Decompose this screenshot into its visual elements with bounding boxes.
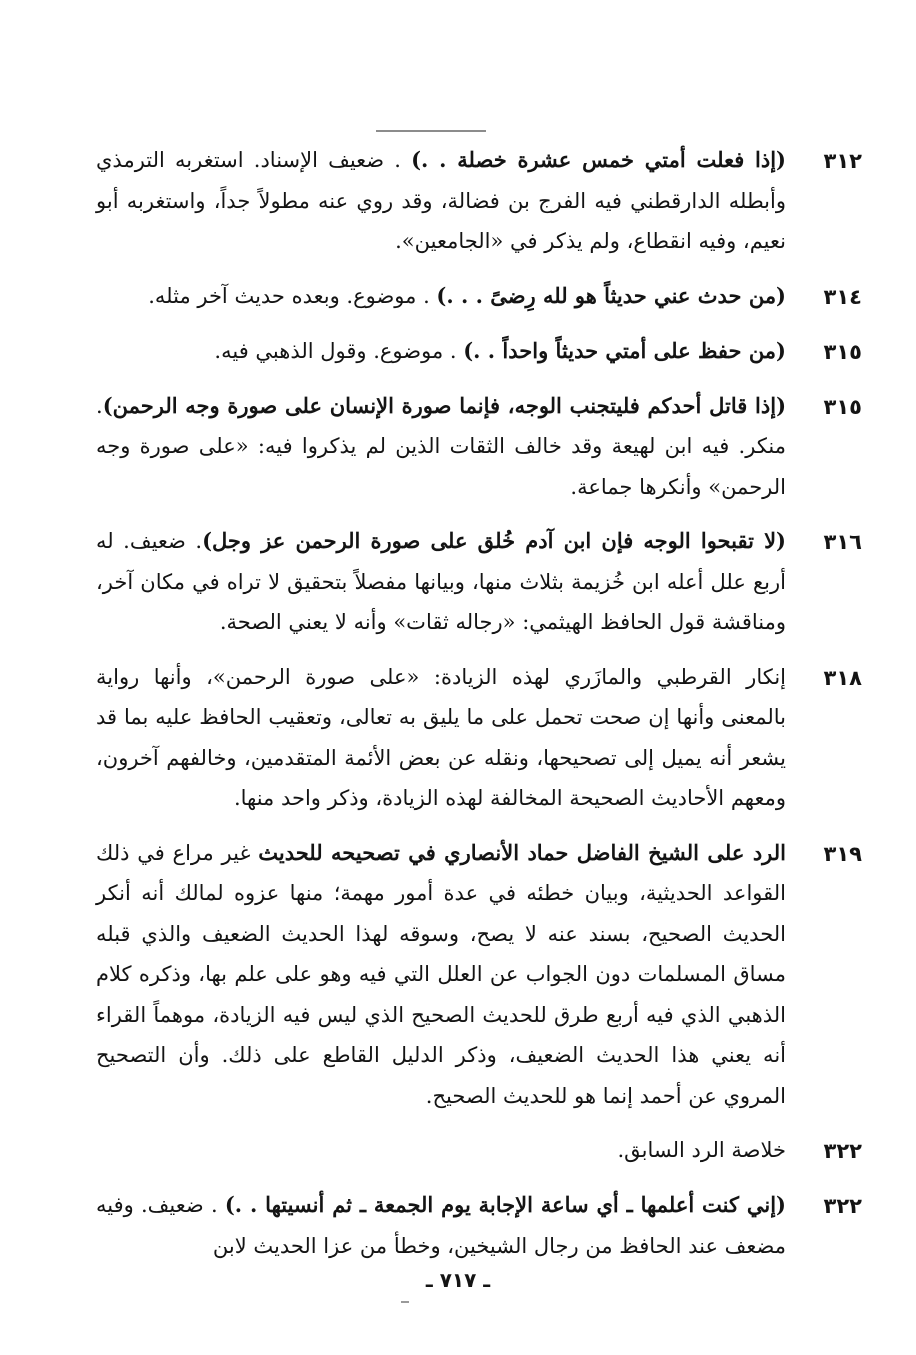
- entry-description: إنكار القرطبي والمازَري لهذه الزيادة: «على صورة الرحمن»، وأنها رواية بالمعنى وأنها إن صحت تحمل على ما يليق به تعالى، وتعقيب الحافظ عليه بما قد يشعر أنه يميل إلى تصحيحها، ونقله عن بعض الأئمة المتقدمين، وخالفهم آخرون، ومعهم الأحاديث الصحيحة المخالفة لهذه الزيادة، وذكر واحد منها.: [96, 664, 786, 810]
- entry-page-number: ٣٢٢: [823, 1194, 862, 1218]
- index-entry: [96, 276, 862, 317]
- entry-text: [96, 521, 786, 643]
- entry-text: [96, 1130, 786, 1171]
- hadith-title: (من حدث عني حديثاً هو لله رِضىً . . .): [436, 282, 786, 308]
- entry-text: [96, 1185, 786, 1266]
- index-entry: [96, 331, 862, 372]
- entry-text: [96, 276, 786, 317]
- entry-text: [96, 331, 786, 372]
- entry-description: . ضعيف. له أربع علل أعله ابن خُزيمة بثلاث منها، وبيانها مفصلاً بتحقيق لا تراه في مكان آخر، ومناقشة قول الحافظ الهيثمي: «رجاله ثقات» وأنه لا يعني الصحة.: [96, 529, 786, 634]
- entry-description: خلاصة الرد السابق.: [617, 1138, 786, 1162]
- hadith-title: (إذا قاتل أحدكم فليتجنب الوجه، فإنما صورة الإنسان على صورة وجه الرحمن): [102, 392, 787, 418]
- index-entry: [96, 386, 862, 508]
- entry-description: . منكر. فيه ابن لهيعة وقد خالف الثقات الذين لم يذكروا فيه: «على صورة وجه الرحمن» وأنكرها جماعة.: [96, 393, 786, 499]
- hadith-title: (لا تقبحوا الوجه فإن ابن آدم خُلق على صورة الرحمن عز وجل): [202, 528, 786, 553]
- entry-text: [96, 657, 786, 819]
- index-entries: [96, 140, 862, 1280]
- entry-page-number: ٣٢٢: [823, 1139, 862, 1163]
- entry-text: [96, 386, 786, 508]
- entry-description: . ضعيف الإسناد. استغربه الترمذي وأبطله الدارقطني فيه الفرج بن فضالة، وقد روي عنه مطولاً جداً، واستغربه أبو نعيم، وفيه انقطاع، ولم يذكر في «الجامعين».: [96, 148, 786, 253]
- entry-page-number: ٣١٨: [823, 665, 862, 690]
- index-entry: [96, 1185, 862, 1266]
- entry-page-number: ٣١٥: [823, 339, 862, 364]
- entry-text: [96, 833, 786, 1117]
- index-entry: [96, 833, 862, 1117]
- hadith-title: الرد على الشيخ الفاضل حماد الأنصاري في تصحيحه للحديث: [258, 839, 786, 865]
- bottom-tick: [401, 1301, 409, 1303]
- hadith-title: (إني كنت أعلمها ـ أي ساعة الإجابة يوم الجمعة ـ ثم أنسيتها . .): [224, 1192, 786, 1217]
- top-rule: [376, 130, 486, 132]
- entry-page-number: ٣١٢: [823, 149, 862, 173]
- entry-page-number: ٣١٩: [823, 841, 862, 866]
- index-entry: [96, 521, 862, 643]
- entry-text: [96, 140, 786, 262]
- entry-page-number: ٣١٥: [823, 394, 862, 419]
- entry-description: . موضوع. وبعده حديث آخر مثله.: [148, 283, 437, 308]
- hadith-title: (من حفظ على أمتي حديثاً واحداً . .): [463, 337, 786, 363]
- entry-description: غير مراع في ذلك القواعد الحديثية، وبيان خطئه في عدة أمور مهمة؛ منها عزوه لمالك أنه أنكر الحديث الصحيح، بسند عنه لا يصح، وسوقه لهذا الحديث الضعيف والذي قبله مساق المسلمات دون الجواب عن العلل التي فيه وهو على علم بها، وذكره كلام الذهبي الذي فيه أربع طرق للحديث الصحيح الذي ليس فيه الزيادة، موهماً القراء أنه يعني هذا الحديث الضعيف، وذكر الدليل القاطع على ذلك. وأن التصحيح المروي عن أحمد إنما هو للحديث الصحيح.: [96, 840, 786, 1108]
- entry-page-number: ٣١٦: [823, 530, 862, 554]
- hadith-title: (إذا فعلت أمتي خمس عشرة خصلة . .): [411, 147, 786, 172]
- entry-page-number: ٣١٤: [823, 284, 862, 309]
- index-entry: [96, 657, 862, 819]
- entry-description: . ضعيف. وفيه مضعف عند الحافظ من رجال الشيخين، وخطأ من عزا الحديث لابن: [96, 1193, 786, 1258]
- index-entry: [96, 1130, 862, 1171]
- page-number: ـ ٧١٧ ـ: [425, 1268, 491, 1292]
- entry-description: . موضوع. وقول الذهبي فيه.: [214, 338, 464, 363]
- index-entry: [96, 140, 862, 262]
